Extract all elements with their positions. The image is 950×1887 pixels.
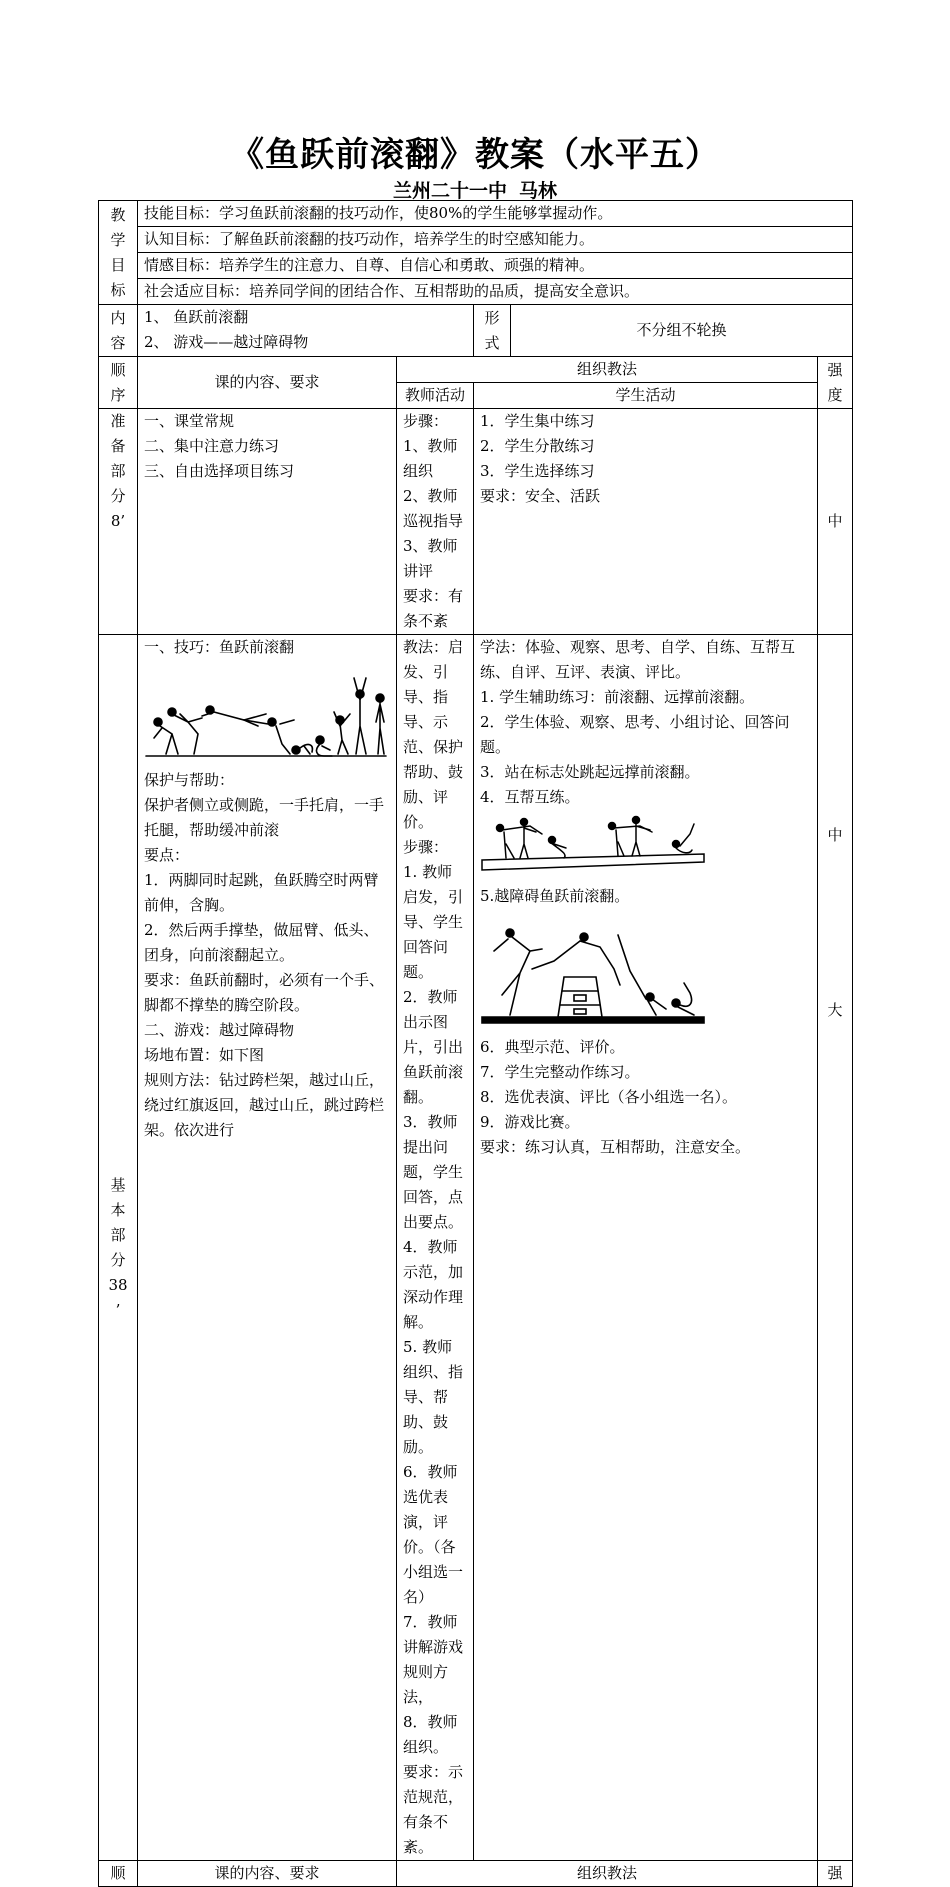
list-item: 要求：练习认真，互相帮助，注意安全。 — [480, 1138, 751, 1156]
document-subtitle — [0, 176, 950, 203]
prep-content — [138, 409, 397, 635]
list-item: 8．选优表演、评比（各小组选一名）。 — [480, 1088, 738, 1106]
list-item: 2．然后两手撑垫，做屈臂、低头、团身，向前滚翻起立。 — [144, 921, 379, 964]
org-header-repeat: 组织教法 — [397, 1861, 818, 1887]
list-item: 7．教师讲解游戏规则方法， — [403, 1613, 464, 1706]
list-item: 学法：体验、观察、思考、自学、自练、互帮互练、自评、互评、表演、评比。 — [480, 638, 796, 681]
teacher-activity-header: 教师活动 — [397, 383, 474, 409]
list-item: 8．教师组织。 — [403, 1713, 458, 1756]
prep-label: 准 备 部 分 8’ — [99, 409, 138, 635]
intensity-header: 强 度 — [818, 357, 853, 409]
objectives-label: 教 学 目 标 — [99, 201, 138, 305]
partner-practice-figure — [480, 814, 706, 876]
objective-emotional: 情感目标：培养学生的注意力、自尊、自信心和勇敢、顽强的精神。 — [138, 253, 853, 279]
org-header: 组织教法 — [397, 357, 818, 383]
content-item: 1、 鱼跃前滚翻 — [144, 308, 249, 326]
content-item: 2、 游戏——越过障碍物 — [144, 333, 309, 351]
school-name: 兰州二十一中 — [392, 180, 507, 202]
list-item: 二、游戏：越过障碍物 — [144, 1021, 295, 1039]
content-items — [138, 305, 474, 357]
student-activity-header: 学生活动 — [474, 383, 818, 409]
list-item: 7．学生完整动作练习。 — [480, 1063, 640, 1081]
form-value: 不分组不轮换 — [511, 305, 853, 357]
list-item: 1．学生集中练习 — [480, 412, 595, 430]
obstacle-dive-roll-figure — [480, 913, 706, 1027]
list-item: 要求：示范规范，有条不紊。 — [403, 1763, 464, 1856]
basic-label: 基 本 部 分 38 ’ — [99, 635, 138, 1861]
prep-intensity: 中 — [818, 409, 853, 635]
list-item: 要求：有条不紊 — [403, 587, 464, 630]
prep-student — [474, 409, 818, 635]
objective-social: 社会适应目标：培养同学间的团结合作、互相帮助的品质，提高安全意识。 — [138, 279, 853, 305]
list-item: 4．互帮互练。 — [480, 788, 580, 806]
list-item: 1．两脚同时起跳，鱼跃腾空时两臂前伸，含胸。 — [144, 871, 379, 914]
list-item: 要点： — [144, 846, 190, 864]
lesson-header-repeat: 课的内容、要求 — [138, 1861, 397, 1887]
intensity-header-repeat: 强 — [818, 1861, 853, 1887]
basic-teacher — [397, 635, 474, 1861]
list-item: 4．教师示范，加深动作理解。 — [403, 1238, 464, 1331]
list-item: 三、自由选择项目练习 — [144, 462, 295, 480]
list-item: 2、教师巡视指导 — [403, 487, 464, 530]
list-item: 规则方法：钻过跨栏架，越过山丘，绕过红旗返回，越过山丘，跳过跨栏架。依次进行 — [144, 1071, 385, 1139]
basic-intensity — [818, 635, 853, 1861]
list-item: 3、教师讲评 — [403, 537, 458, 580]
list-item: 保护与帮助： — [144, 771, 235, 789]
list-item: 3．教师提出问题，学生回答，点出要点。 — [403, 1113, 464, 1231]
list-item: 要求：安全、活跃 — [480, 487, 601, 505]
list-item: 1. 学生辅助练习：前滚翻、远撑前滚翻。 — [480, 688, 755, 706]
list-item: 3．站在标志处跳起远撑前滚翻。 — [480, 763, 700, 781]
basic-student — [474, 635, 818, 1861]
prep-teacher — [397, 409, 474, 635]
list-item: 5.越障碍鱼跃前滚翻。 — [480, 887, 630, 905]
list-item: 2．学生体验、观察、思考、小组讨论、回答问题。 — [480, 713, 790, 756]
list-item: 3．学生选择练习 — [480, 462, 595, 480]
list-item: 二、集中注意力练习 — [144, 437, 280, 455]
list-item: 要求：鱼跃前翻时，必须有一个手、脚都不撑垫的腾空阶段。 — [144, 971, 385, 1014]
content-label: 内 容 — [99, 305, 138, 357]
list-item: 步骤： — [403, 838, 449, 856]
list-item: 5. 教师组织、指导、帮助、鼓励。 — [403, 1338, 464, 1456]
order-header: 顺 序 — [99, 357, 138, 409]
document-title: 《鱼跃前滚翻》教案（水平五） — [230, 135, 720, 175]
lesson-plan-table — [98, 200, 853, 1887]
order-header-repeat: 顺 — [99, 1861, 138, 1887]
list-item: 保护者侧立或侧跪，一手托肩，一手托腿，帮助缓冲前滚 — [144, 796, 385, 839]
teacher-name: 马林 — [519, 180, 558, 202]
list-item: 6．典型示范、评价。 — [480, 1038, 625, 1056]
dive-roll-sequence-figure — [144, 664, 388, 760]
list-item: 教法：启发、引导、指导、示范、保护帮助、鼓励、评价。 — [403, 638, 464, 831]
list-item: 场地布置：如下图 — [144, 1046, 265, 1064]
lesson-header: 课的内容、要求 — [138, 357, 397, 409]
basic-content — [138, 635, 397, 1861]
list-item: 2．教师出示图片，引出鱼跃前滚翻。 — [403, 988, 464, 1106]
objective-cognitive: 认知目标：了解鱼跃前滚翻的技巧动作，培养学生的时空感知能力。 — [138, 227, 853, 253]
list-item: 1. 教师启发，引导、学生回答问题。 — [403, 863, 464, 981]
intensity-medium: 中 — [827, 826, 843, 844]
list-item: 9．游戏比赛。 — [480, 1113, 580, 1131]
intensity-high: 大 — [827, 1001, 843, 1019]
objective-skill: 技能目标：学习鱼跃前滚翻的技巧动作，使80%的学生能够掌握动作。 — [138, 201, 853, 227]
list-item: 2．学生分散练习 — [480, 437, 595, 455]
list-item: 一、技巧：鱼跃前滚翻 — [144, 638, 295, 656]
list-item: 步骤：1、教师组织 — [403, 412, 458, 480]
list-item: 6．教师选优表演，评价。（各小组选一名） — [403, 1463, 464, 1606]
list-item: 一、课堂常规 — [144, 412, 235, 430]
form-label: 形 式 — [474, 305, 511, 357]
